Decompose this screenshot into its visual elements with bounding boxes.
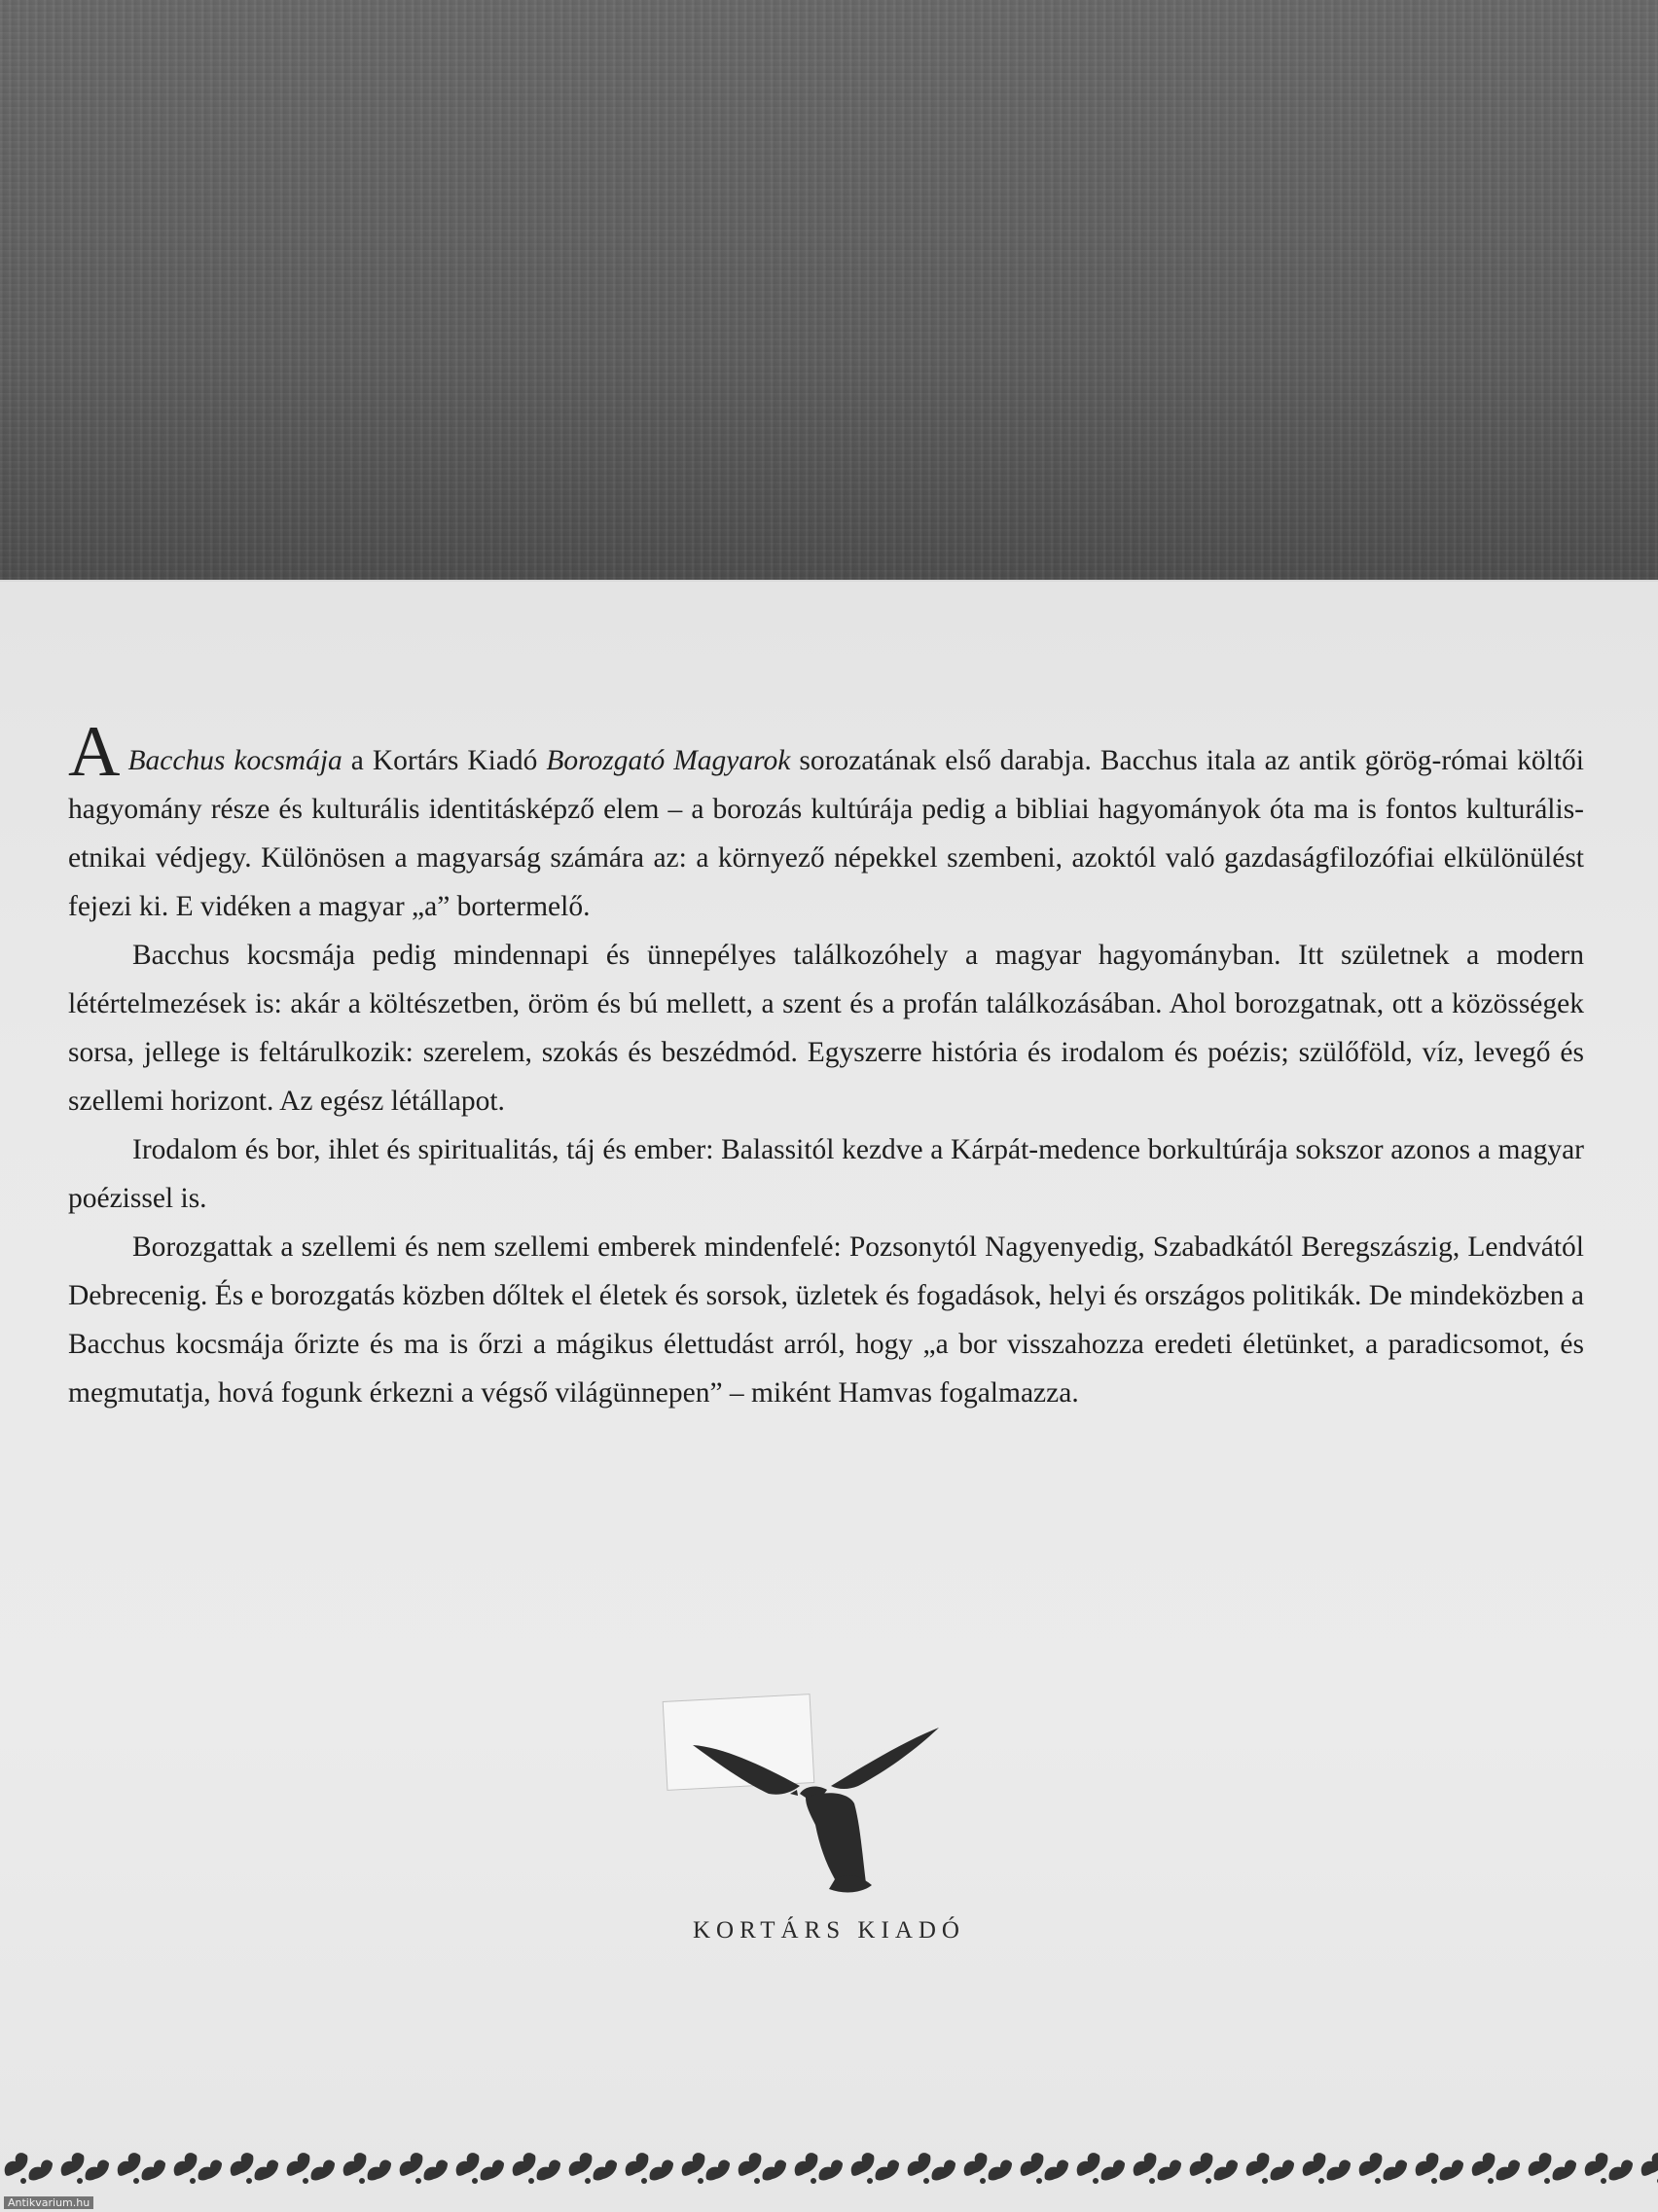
ornament-motif — [1472, 2153, 1520, 2184]
ornament-motif — [851, 2153, 899, 2184]
ornament-motif — [400, 2153, 448, 2184]
ornament-motif — [231, 2153, 278, 2184]
table-surface — [0, 0, 1658, 584]
bird-of-prey-icon — [654, 1689, 965, 1903]
ornament-motif — [1303, 2153, 1351, 2184]
ornament-motif — [118, 2153, 165, 2184]
ornament-motif — [456, 2153, 504, 2184]
publisher-name: KORTÁRS KIADÓ — [693, 1917, 965, 1944]
ornament-motif — [682, 2153, 730, 2184]
ornament-motif — [964, 2153, 1012, 2184]
book-title: Bacchus kocsmája — [127, 745, 342, 776]
ornament-motif — [287, 2153, 335, 2184]
ornament-motif — [343, 2153, 391, 2184]
ornament-motif — [1359, 2153, 1407, 2184]
ornament-motif — [1021, 2153, 1068, 2184]
ornament-motif — [174, 2153, 222, 2184]
paragraph-1 — [68, 712, 1584, 931]
ornament-motif — [626, 2153, 673, 2184]
ornament-motif — [1641, 2153, 1658, 2184]
ornament-motif — [795, 2153, 843, 2184]
series-title: Borozgató Magyarok — [546, 745, 791, 776]
ornament-motif — [1585, 2153, 1633, 2184]
ornament-motif — [1529, 2153, 1576, 2184]
paragraph-1-rest: sorozatának első darabja. Bacchus itala az antik görög-római költői hagyomány része és kulturális identitásképző elem – a borozás kultúrája pedig a bibliai hagyományok óta ma is fontos kulturális-etnikai védjegy. Különösen a magyarság számára az: a környező népekkel szembeni, azoktól való gazdaságfilozófiai elkülönülést fejezi ki. E vidéken a magyar „a” bortermelő. — [68, 745, 1584, 922]
ornament-motif — [739, 2153, 786, 2184]
paragraph-2: Bacchus kocsmája pedig mindennapi és ünnepélyes találkozóhely a magyar hagyományban. Itt születnek a modern létértelmezések is: akár a költészetben, öröm és bú mellett, a szent és a profán találkozásában. Ahol borozgatnak, ott a közösségek sorsa, jellege is feltárulkozik: szerelem, szokás és beszédmód. Egyszerre história és irodalom és poézis; szülőföld, víz, levegő és szellemi horizont. Az egész létállapot. — [68, 940, 1584, 1117]
ornament-motif — [513, 2153, 560, 2184]
book-back-cover — [0, 580, 1658, 2212]
ornament-motif — [908, 2153, 955, 2184]
ornament-motif — [1190, 2153, 1238, 2184]
ornament-motif — [1077, 2153, 1125, 2184]
ornament-motif — [1416, 2153, 1463, 2184]
paragraph-3: Irodalom és bor, ihlet és spiritualitás, táj és ember: Balassitól kezdve a Kárpát-medence borkultúrája sokszor azonos a magyar poézissel is. — [68, 1134, 1584, 1214]
ornament-motif — [61, 2153, 109, 2184]
paragraph-4: Borozgattak a szellemi és nem szellemi emberek mindenfelé: Pozsonytól Nagyenyedig, Szabadkától Beregszászig, Lendvától Debrecenig. És e borozgatás közben dőltek el életek és sorsok, üzletek és fogadások, helyi és országos politikák. De mindeközben a Bacchus kocsmája őrizte és ma is őrzi a mágikus élettudást arról, hogy „a bor visszahozza eredeti életünket, a paradicsomot, és megmutatja, hová fogunk érkezni a végső világünnepen” – miként Hamvas fogalmazza. — [68, 1231, 1584, 1409]
blurb-text — [68, 712, 1584, 1417]
ornament-motif — [5, 2153, 53, 2184]
watermark: Antikvarium.hu — [4, 2196, 93, 2209]
paragraph-1-text: a Kortárs Kiadó — [342, 745, 547, 776]
ornament-motif — [569, 2153, 617, 2184]
drop-cap: A — [68, 712, 121, 792]
ornamental-border — [0, 2138, 1658, 2193]
ornament-motif — [1134, 2153, 1181, 2184]
ornament-motif — [1246, 2153, 1294, 2184]
